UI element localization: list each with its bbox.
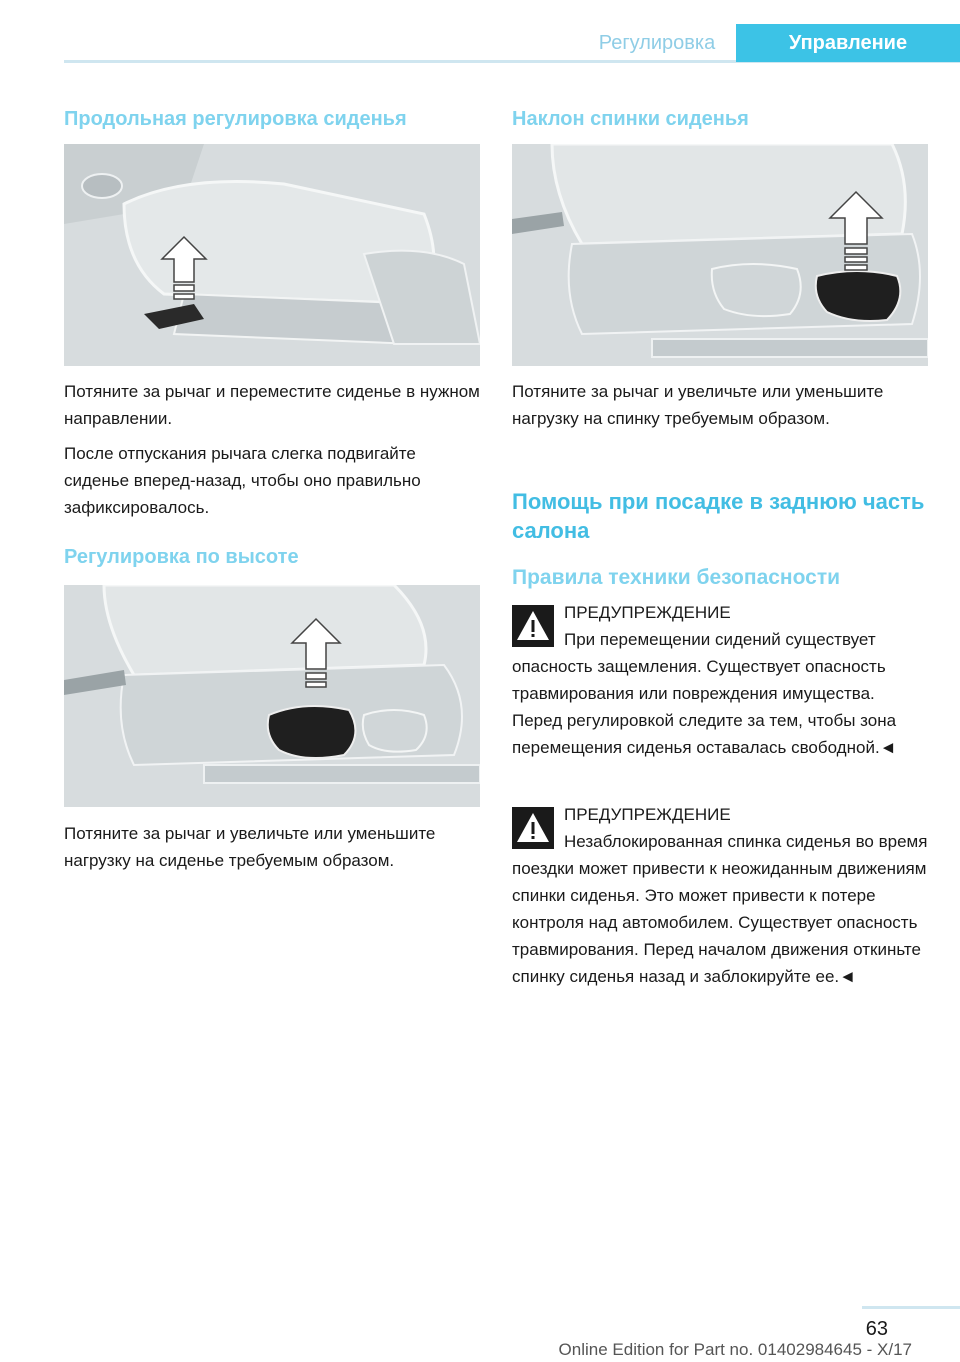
section-heading-height: Регулировка по высоте [64, 546, 299, 568]
warning-text-1: При перемещении сидений существует опасность защемления. Существует опасность травмирования или повреждения имущества. Перед регулировкой следите за тем, чтобы зона перемещения сиденья оставалась свободной.◄ [512, 630, 897, 757]
paragraph-height: Потяните за рычаг и увеличьте или уменьшите нагрузку на сиденье требуемым образом. [64, 824, 436, 870]
seat-height-illustration [64, 585, 480, 807]
warning-title-2: ПРЕДУПРЕЖДЕНИЕ [564, 805, 731, 824]
paragraph-longitudinal-1: Потяните за рычаг и переместите сиденье в нужном направлении. [64, 382, 480, 428]
edition-footer: Online Edition for Part no. 01402984645 - X/17 [558, 1340, 912, 1359]
section-heading-safety: Правила техники безопасности [512, 566, 841, 589]
section-heading-rear-entry: Помощь при посадке в заднюю часть салона [512, 489, 925, 543]
paragraph-longitudinal-2: После отпускания рычага слегка подвигайте сиденье вперед-назад, чтобы оно правильно зафиксировалось. [64, 444, 421, 517]
paragraph-backrest: Потяните за рычаг и увеличьте или уменьшите нагрузку на спинку требуемым образом. [512, 382, 884, 428]
tab-upravlenie[interactable]: Управление [736, 24, 960, 62]
seat-backrest-illustration [512, 144, 928, 366]
warning-text-2: Незаблокированная спинка сиденья во время поездки может привести к неожиданным движениям спинки сиденья. Это может привести к потере контроля над автомобилем. Существует опасность травмирования. Перед началом движения откиньте спинку сиденья назад и заблокируйте ее.◄ [512, 832, 928, 986]
warning-icon [512, 605, 554, 647]
seat-longitudinal-illustration [64, 144, 480, 366]
warning-title-1: ПРЕДУПРЕЖДЕНИЕ [564, 603, 731, 622]
tab-regulirovka[interactable]: Регулировка [598, 32, 716, 54]
section-heading-backrest: Наклон спинки сиденья [512, 108, 749, 130]
page-number: 63 [865, 1318, 888, 1340]
warning-icon [512, 807, 554, 849]
section-heading-longitudinal: Продольная регулировка сиденья [64, 108, 407, 130]
footer-rule [862, 1306, 960, 1309]
